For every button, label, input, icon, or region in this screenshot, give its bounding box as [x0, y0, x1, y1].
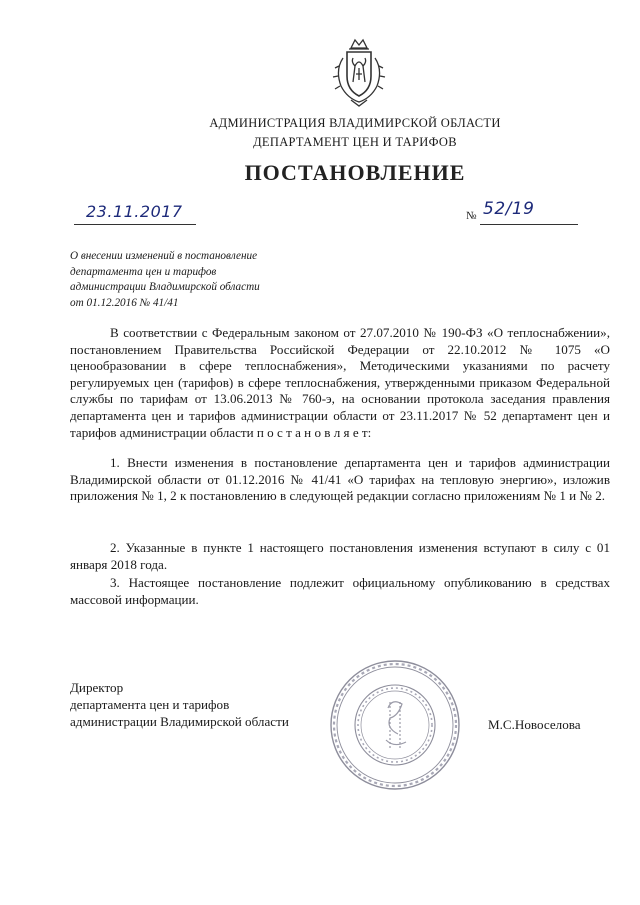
- department-name: ДЕПАРТАМЕНТ ЦЕН И ТАРИФОВ: [253, 135, 457, 149]
- subject-line: департамента цен и тарифов: [70, 265, 217, 278]
- document-date: 23.11.2017: [86, 202, 183, 221]
- position-line: администрации Владимирской области: [70, 714, 289, 729]
- item-3-paragraph: 3. Настоящее постановление подлежит официальному опубликованию в средствах массовой информации.: [70, 575, 610, 607]
- position-line: Директор: [70, 680, 124, 695]
- official-seal-icon: [328, 658, 462, 792]
- document-number: 52/19: [483, 199, 535, 219]
- signatory-position: [70, 679, 289, 730]
- number-underline: [480, 224, 578, 225]
- document-type-title: ПОСТАНОВЛЕНИЕ: [244, 160, 466, 185]
- date-underline: [74, 224, 196, 225]
- signatory-name: М.С.Новоселова: [488, 717, 581, 732]
- number-label: №: [466, 210, 477, 222]
- item-1-paragraph: 1. Внести изменения в постановление департамента цен и тарифов администрации Владимирской области от 01.12.2016 № 41/41 «О тарифах на тепловую энергию», изложив приложения № 1, 2 к постановлению в следующей редакции согласно приложениям № 1 и № 2.: [70, 455, 610, 504]
- organization-name: АДМИНИСТРАЦИЯ ВЛАДИМИРСКОЙ ОБЛАСТИ: [209, 116, 501, 130]
- preamble-paragraph: В соответствии с Федеральным законом от 27.07.2010 № 190-ФЗ «О теплоснабжении», постановлением Правительства Российской Федерации от 22.10.2012 № 1075 «О ценообразовании в сфере теплоснабжения», Методическими указаниями по расчету регулируемых цен (тарифов) в сфере теплоснабжения, утвержденными приказом Федеральной службы по тарифам от 13.06.2013 № 760-э, на основании протокола заседания правления департамента цен и тарифов администрации области от 23.11.2017 № 52 департамент цен и тарифов администрации области п о с т а н о в л я е т:: [70, 325, 610, 440]
- subject-line: О внесении изменений в постановление: [70, 250, 258, 262]
- item-2-paragraph: 2. Указанные в пункте 1 настоящего постановления изменения вступают в силу с 01 января 2018 года.: [70, 540, 610, 572]
- coat-of-arms-icon: [329, 36, 389, 108]
- position-line: департамента цен и тарифов: [70, 697, 230, 712]
- subject-line: администрации Владимирской области: [70, 281, 260, 293]
- subject-line: от 01.12.2016 № 41/41: [70, 296, 179, 309]
- document-subject: [70, 249, 320, 311]
